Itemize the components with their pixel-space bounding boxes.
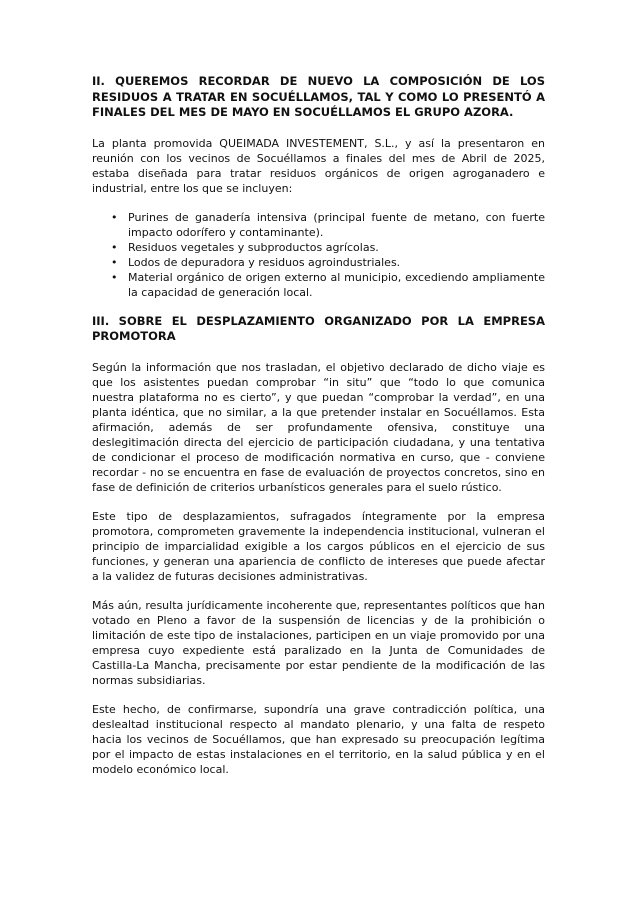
list-item-text: Material orgánico de origen externo al municipio, excediendo ampliamente la capacidad de generación local. (128, 270, 545, 299)
bullet-icon: • (111, 255, 118, 269)
list-item-text: Purines de ganadería intensiva (principal fuente de metano, con fuerte impacto odorífero y contaminante). (128, 210, 545, 239)
section-iii-paragraph-3: Más aún, resulta jurídicamente incoherente que, representantes políticos que han votado en Pleno a favor de la suspensión de licencias y de la prohibición o limitación de este tipo de instalaciones, participen en un viaje promovido por una empresa cuyo expediente está paralizado en la Junta de Comunidades de Castilla-La Mancha, precisamente por estar pendiente de la modificación de las normas subsidiarias. (92, 598, 545, 687)
section-iii-heading: III. SOBRE EL DESPLAZAMIENTO ORGANIZADO POR LA EMPRESA PROMOTORA (92, 313, 545, 343)
section-iii-paragraph-1: Según la información que nos trasladan, el objetivo declarado de dicho viaje es que los asistentes puedan comprobar “in situ” que “todo lo que comunica nuestra plataforma no es cierto”, y que puedan “comprobar la verdad”, en una planta idéntica, que no similar, a la que pretender instalar en Socuéllamos. Esta afirmación, además de ser profundamente ofensiva, constituye una deslegitimación directa del ejercicio de participación ciudadana, y una tentativa de condicionar el proceso de modificación normativa en curso, que - conviene recordar - no se encuentra en fase de evaluación de proyectos concretos, sino en fase de definición de criterios urbanísticos generales para el suelo rústico. (92, 360, 545, 494)
section-iii-paragraph-4: Este hecho, de confirmarse, supondría una grave contradicción política, una deslealtad institucional respecto al mandato plenario, y una falta de respeto hacia los vecinos de Socuéllamos, que han expresado su preocupación legítima por el impacto de estas instalaciones en el territorio, en la salud pública y en el modelo económico local. (92, 702, 545, 776)
bullet-icon: • (111, 210, 118, 224)
list-item (111, 270, 545, 300)
residues-bullet-list (92, 210, 545, 300)
list-item-text: Residuos vegetales y subproductos agrícolas. (128, 240, 379, 254)
bullet-icon: • (111, 240, 118, 254)
list-item-text: Lodos de depuradora y residuos agroindustriales. (128, 255, 401, 269)
list-item (111, 255, 545, 270)
bullet-icon: • (111, 270, 118, 284)
list-item (111, 210, 545, 240)
section-ii-intro-paragraph: La planta promovida QUEIMADA INVESTEMENT, S.L., y así la presentaron en reunión con los vecinos de Socuéllamos a finales del mes de Abril de 2025, estaba diseñada para tratar residuos orgánicos de origen agroganadero e industrial, entre los que se incluyen: (92, 136, 545, 195)
list-item (111, 240, 545, 255)
section-ii-heading: II. QUEREMOS RECORDAR DE NUEVO LA COMPOSICIÓN DE LOS RESIDUOS A TRATAR EN SOCUÉLLAMOS, TAL Y COMO LO PRESENTÓ A FINALES DEL MES DE MAYO EN SOCUÉLLAMOS EL GRUPO AZORA. (92, 74, 545, 119)
section-iii-paragraph-2: Este tipo de desplazamientos, sufragados íntegramente por la empresa promotora, comprometen gravemente la independencia institucional, vulneran el principio de imparcialidad exigible a los cargos públicos en el ejercicio de sus funciones, y generan una apariencia de conflicto de intereses que puede afectar a la validez de futuras decisiones administrativas. (92, 509, 545, 583)
